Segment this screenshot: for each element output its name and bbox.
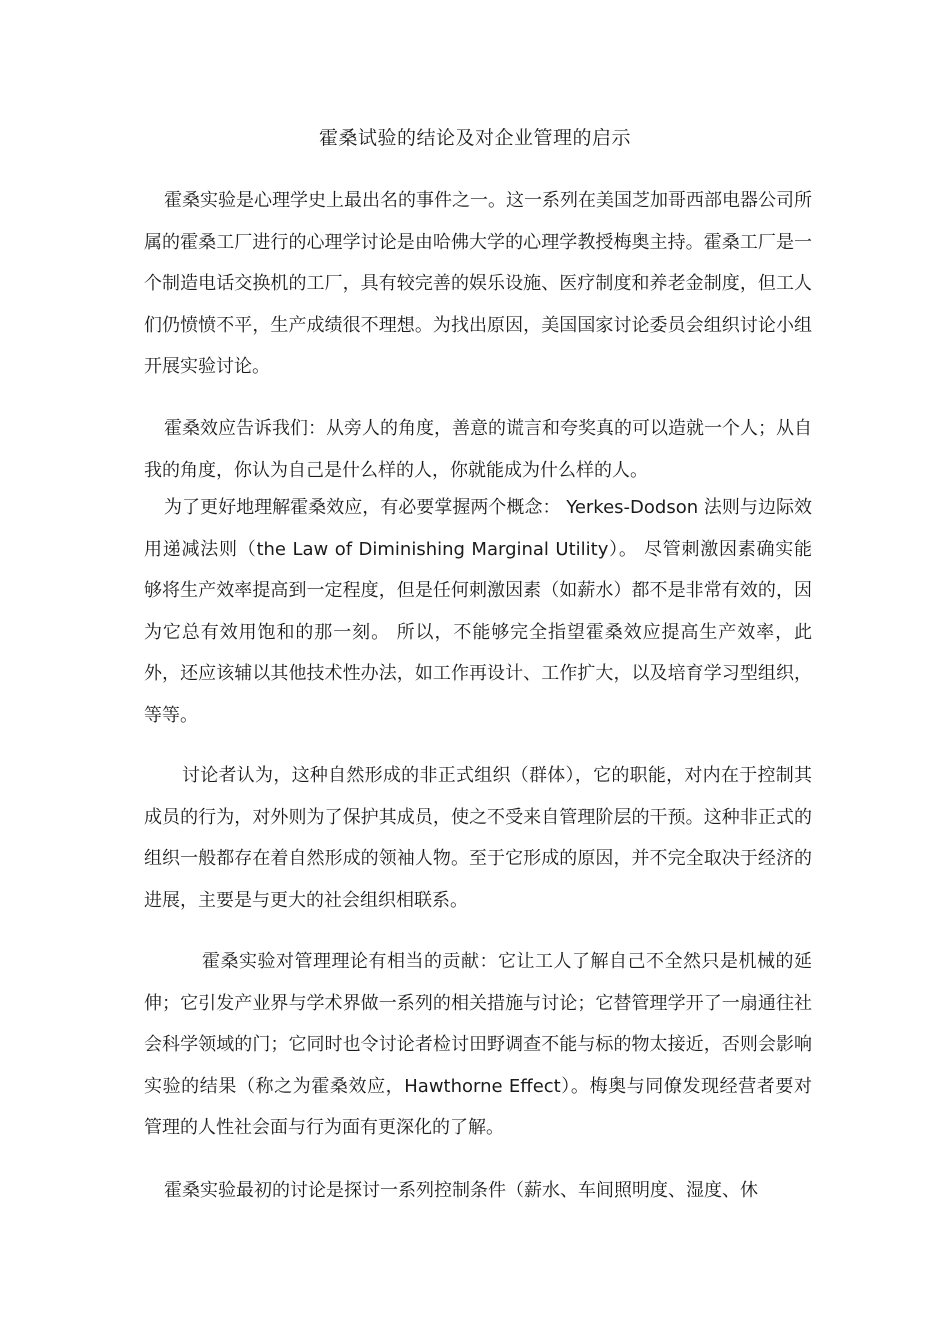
paragraph-initial-research: 霍桑实验最初的讨论是探讨一系列控制条件（薪水、车间照明度、湿度、休 <box>164 1180 758 1201</box>
paragraph-two-concepts: 为了更好地理解霍桑效应，有必要掌握两个概念： Yerkes-Dodson 法则与边际效用递减法则（the Law of Diminishing Marginal Utility）。 尽管刺激因素确实能够将生产效率提高到一定程度，但是任何刺激因素（如薪水）都不是非常有效的，因为它总有效用饱和的那一刻。 所以，不能够完全指望霍桑效应提高生产效率，此外，还应该辅以其他技术性办法，如工作再设计、工作扩大，以及培育学习型组织，等等。 <box>144 497 812 726</box>
paragraph-informal-organization: 讨论者认为，这种自然形成的非正式组织（群体），它的职能，对内在于控制其成员的行为，对外则为了保护其成员，使之不受来自管理阶层的干预。这种非正式的组织一般都存在着自然形成的领袖人物。至于它形成的原因，并不完全取决于经济的进展，主要是与更大的社会组织相联系。 <box>144 765 812 911</box>
paragraph-hawthorne-experiment-intro: 霍桑实验是心理学史上最出名的事件之一。这一系列在美国芝加哥西部电器公司所属的霍桑工厂进行的心理学讨论是由哈佛大学的心理学教授梅奥主持。霍桑工厂是一个制造电话交换机的工厂，具有较完善的娱乐设施、医疗制度和养老金制度，但工人们仍愤愤不平，生产成绩很不理想。为找出原因，美国国家讨论委员会组织讨论小组开展实验讨论。 <box>144 190 812 377</box>
paragraph-hawthorne-effect-meaning: 霍桑效应告诉我们：从旁人的角度，善意的谎言和夸奖真的可以造就一个人；从自我的角度，你认为自己是什么样的人，你就能成为什么样的人。 <box>144 418 812 481</box>
paragraph-contribution: 霍桑实验对管理理论有相当的贡献：它让工人了解自己不全然只是机械的延伸；它引发产业界与学术界做一系列的相关措施与讨论；它替管理学开了一扇通往社会科学领域的门；它同时也令讨论者检讨田野调查不能与标的物太接近，否则会影响实验的结果（称之为霍桑效应，Hawthorne Effect）。梅奥与同僚发现经营者要对管理的人性社会面与行为面有更深化的了解。 <box>144 951 812 1138</box>
document-title: 霍桑试验的结论及对企业管理的启示 <box>318 127 631 149</box>
